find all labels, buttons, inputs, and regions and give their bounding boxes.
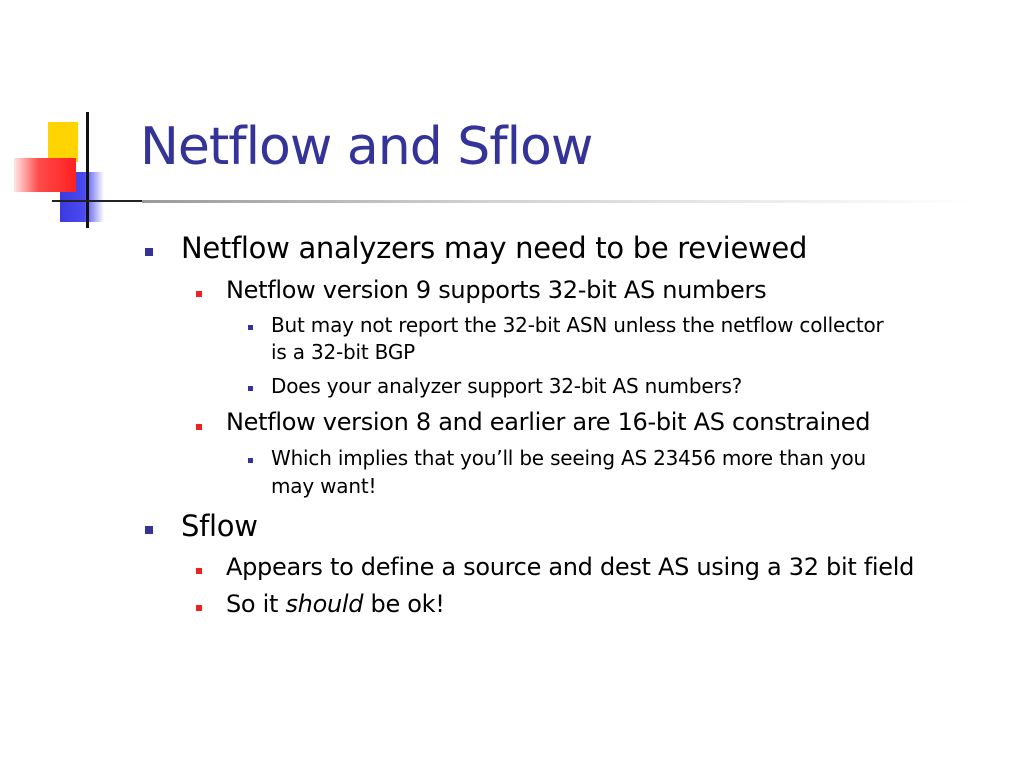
- bullet-level1-text: Sflow: [181, 509, 258, 543]
- bullet-level1-text: Netflow analyzers may need to be reviewed: [181, 231, 808, 265]
- bullet-level3-icon: [248, 458, 253, 463]
- bullet-level3-text-line2: may want!: [271, 474, 377, 498]
- bullet-level2-icon: [196, 568, 202, 574]
- bullet-level2-text: Appears to define a source and dest AS using a 32 bit field: [226, 553, 915, 581]
- slide-title: Netflow and Sflow: [140, 117, 593, 177]
- bullet-level3-icon: [248, 325, 253, 330]
- text-run: So it: [226, 590, 286, 618]
- bullet-level2-icon: [196, 424, 202, 430]
- bullet-level1-icon: [145, 526, 153, 534]
- bullet-level3-text: Does your analyzer support 32-bit AS numbers?: [271, 374, 743, 398]
- bullet-level1-icon: [145, 248, 153, 256]
- bullet-level2-text: [226, 590, 445, 618]
- emphasis-text: should: [285, 590, 364, 618]
- bullet-level2-text: Netflow version 9 supports 32-bit AS numbers: [226, 276, 767, 304]
- bullet-level3-text-line1: But may not report the 32-bit ASN unless the netflow collector: [271, 313, 884, 337]
- bullet-level3-text-line2: is a 32-bit BGP: [271, 340, 415, 364]
- bullet-level3-text-line1: Which implies that you’ll be seeing AS 23456 more than you: [271, 446, 867, 470]
- text-run: be ok!: [363, 590, 445, 618]
- bullet-level2-icon: [196, 291, 202, 297]
- bullet-level3-icon: [248, 386, 253, 391]
- bullet-level2-text: Netflow version 8 and earlier are 16-bit AS constrained: [226, 408, 871, 436]
- bullet-level2-icon: [196, 605, 202, 611]
